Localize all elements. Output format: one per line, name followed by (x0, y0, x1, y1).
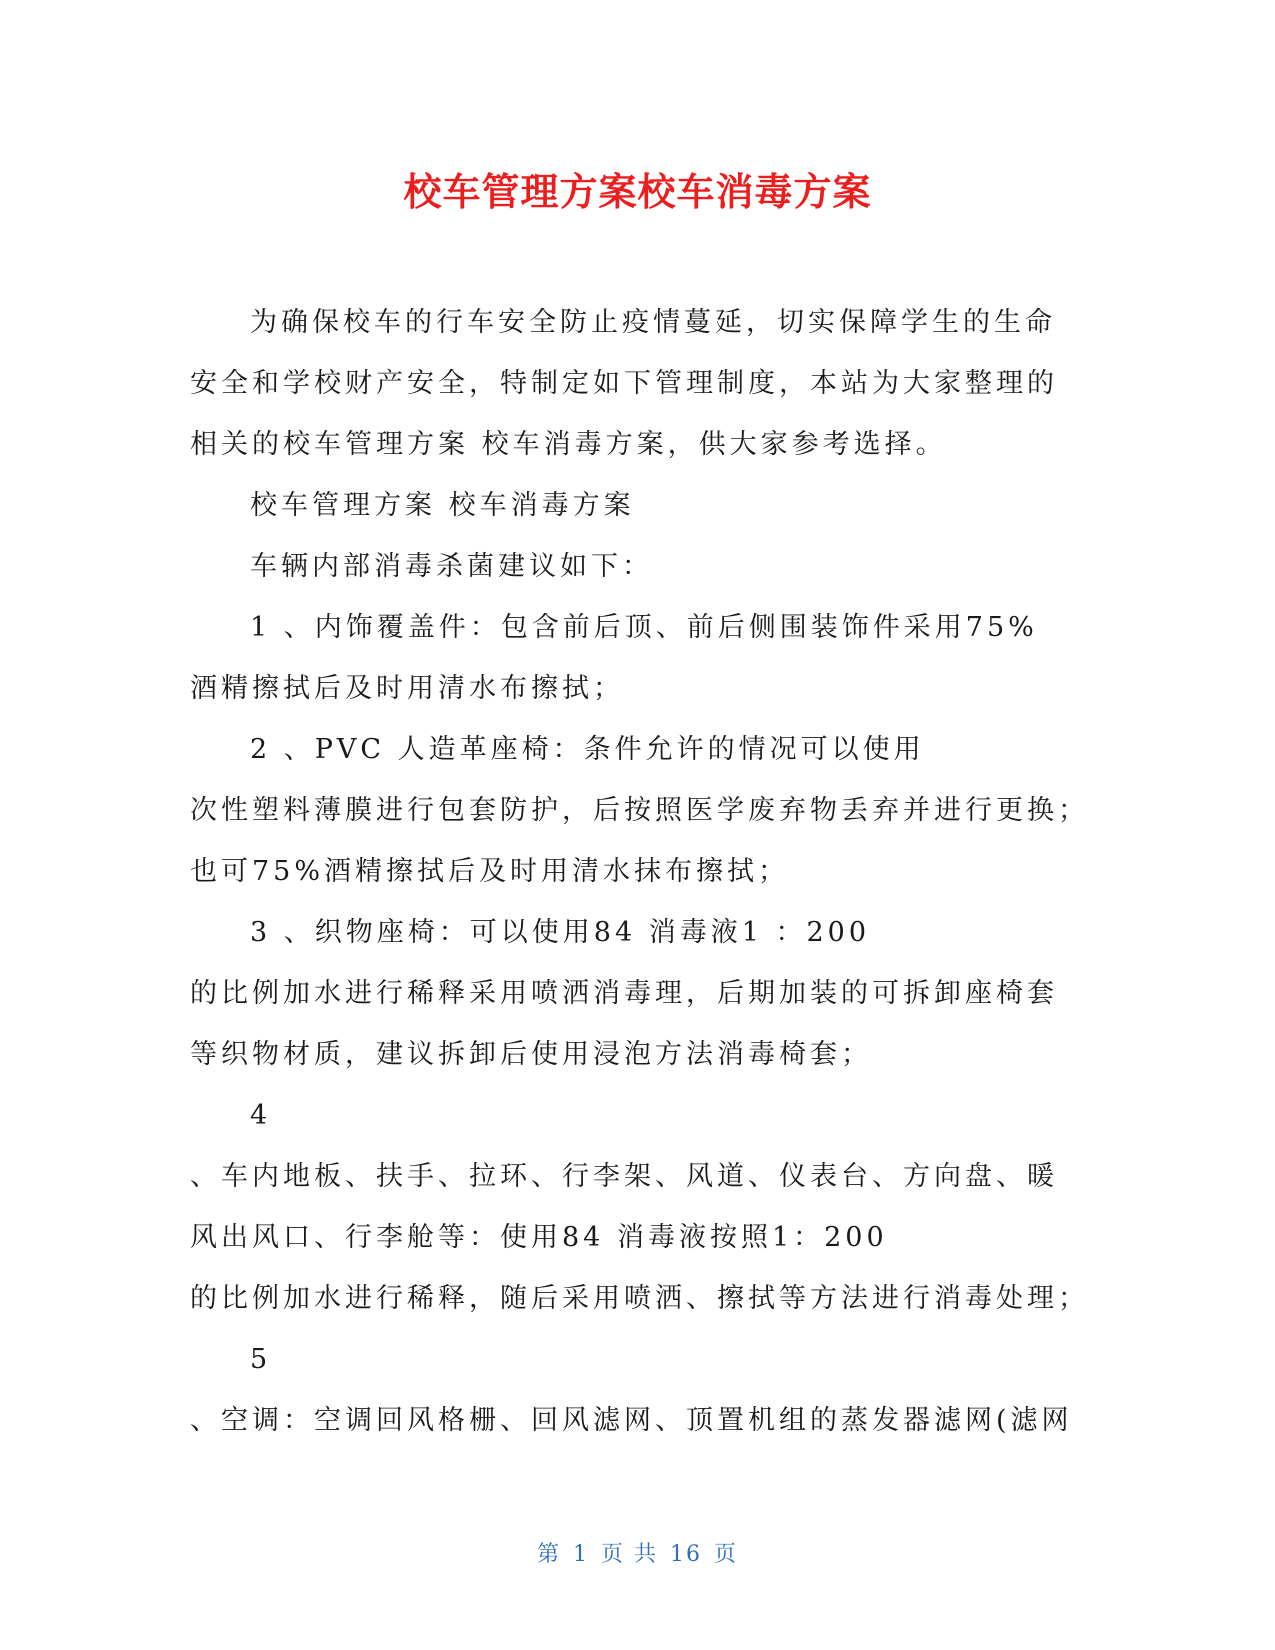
paragraph-line: 安全和学校财产安全，特制定如下管理制度，本站为大家整理的 (190, 368, 1058, 399)
paragraph-line: 2 、PVC 人造革座椅：条件允许的情况可以使用 (250, 734, 925, 765)
footer-page-number: 1 (573, 1542, 589, 1567)
paragraph-line: 车辆内部消毒杀菌建议如下： (250, 551, 653, 582)
page-footer (0, 1540, 1275, 1570)
paragraph-line: 风出风口、行李舱等：使用84 消毒液按照1：200 (190, 1222, 888, 1253)
paragraph-line: 次性塑料薄膜进行包套防护，后按照医学废弃物丢弃并进行更换； (190, 795, 1089, 826)
paragraph-line: 1 、内饰覆盖件：包含前后顶、前后侧围装饰件采用75% (250, 612, 1038, 643)
paragraph-line: 酒精擦拭后及时用清水布擦拭； (190, 673, 624, 704)
paragraph-line: 、空调：空调回风格栅、回风滤网、顶置机组的蒸发器滤网(滤网 (190, 1405, 1073, 1436)
paragraph-line: 相关的校车管理方案 校车消毒方案，供大家参考选择。 (190, 429, 947, 460)
paragraph-line: 等织物材质，建议拆卸后使用浸泡方法消毒椅套； (190, 1039, 872, 1070)
footer-suffix: 页 (714, 1542, 739, 1567)
footer-prefix: 第 (536, 1542, 561, 1567)
paragraph-line: 校车管理方案 校车消毒方案 (250, 490, 635, 521)
document-body (190, 292, 1090, 1451)
paragraph-line: 的比例加水进行稀释，随后采用喷洒、擦拭等方法进行消毒处理； (190, 1283, 1089, 1314)
document-title: 校车管理方案校车消毒方案 (403, 170, 872, 214)
paragraph-line: 为确保校车的行车安全防止疫情蔓延，切实保障学生的生命 (250, 307, 1056, 338)
paragraph-line: 、车内地板、扶手、拉环、行李架、风道、仪表台、方向盘、暖 (190, 1161, 1058, 1192)
paragraph-line: 的比例加水进行稀释采用喷洒消毒理，后期加装的可拆卸座椅套 (190, 978, 1058, 1009)
footer-middle: 页 共 (601, 1542, 658, 1567)
paragraph-line: 4 (250, 1100, 272, 1131)
paragraph-line: 也可75%酒精擦拭后及时用清水抹布擦拭； (190, 856, 790, 887)
paragraph-line: 5 (250, 1344, 272, 1375)
footer-total-pages: 16 (670, 1542, 702, 1567)
paragraph-line: 3 、织物座椅：可以使用84 消毒液1 ：200 (250, 917, 870, 948)
